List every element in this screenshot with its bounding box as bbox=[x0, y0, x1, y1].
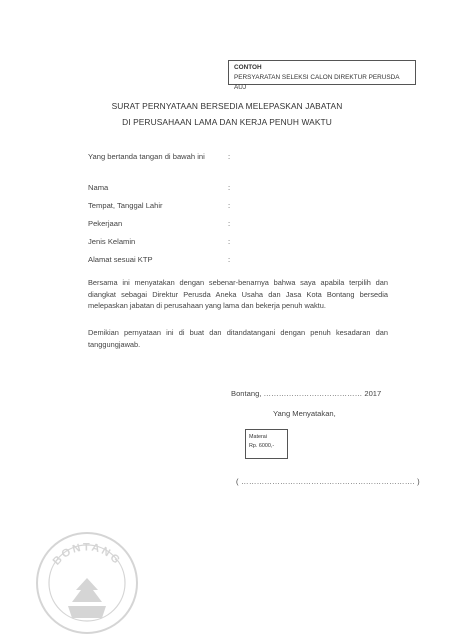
stamp-label: Materai bbox=[249, 434, 267, 440]
document-title: SURAT PERNYATAAN BERSEDIA MELEPASKAN JABATAN bbox=[111, 101, 343, 111]
example-tag-box bbox=[228, 60, 416, 91]
field-label-birth: Tempat, Tanggal Lahir bbox=[88, 201, 163, 210]
stamp-box bbox=[245, 429, 288, 459]
field-label-occupation: Pekerjaan bbox=[88, 219, 123, 228]
example-tag-subtitle: PERSYARATAN SELEKSI CALON DIREKTUR PERUSDA AUJ bbox=[234, 74, 400, 91]
example-tag-title: CONTOH bbox=[234, 64, 262, 71]
field-colon-birth: : bbox=[228, 201, 231, 210]
field-colon-gender: : bbox=[228, 237, 231, 246]
field-colon-occupation: : bbox=[228, 219, 231, 228]
field-label-name: Nama bbox=[88, 183, 109, 192]
field-label-address: Alamat sesuai KTP bbox=[88, 255, 153, 264]
city-seal-watermark bbox=[28, 526, 146, 636]
intro-text: Yang bertanda tangan di bawah ini bbox=[88, 152, 205, 161]
intro-colon: : bbox=[228, 152, 231, 161]
signer-label: Yang Menyatakan, bbox=[273, 409, 336, 418]
field-label-gender: Jenis Kelamin bbox=[88, 237, 136, 246]
seal-text: BONTANG bbox=[50, 541, 124, 568]
field-colon-address: : bbox=[228, 255, 231, 264]
field-colon-name: : bbox=[228, 183, 231, 192]
closing-paragraph: Demikian pernyataan ini di buat dan ditandatangani dengan penuh kesadaran dan tanggungjawab. bbox=[88, 328, 388, 349]
document-subtitle: DI PERUSAHAAN LAMA DAN KERJA PENUH WAKTU bbox=[122, 117, 332, 127]
place-date: Bontang, ………………………………… 2017 bbox=[231, 389, 382, 398]
statement-paragraph: Bersama ini menyatakan dengan sebenar-benarnya bahwa saya apabila terpilih dan diangkat sebagai Direktur Perusda Aneka Usaha dan Jasa Kota Bontang bersedia melepaskan jabatan di perusahaan yang lama dan bekerja penuh waktu. bbox=[88, 278, 388, 310]
signature-line: ( …………………………………………………………. ) bbox=[236, 477, 420, 486]
stamp-value: Rp. 6000,- bbox=[249, 443, 275, 449]
